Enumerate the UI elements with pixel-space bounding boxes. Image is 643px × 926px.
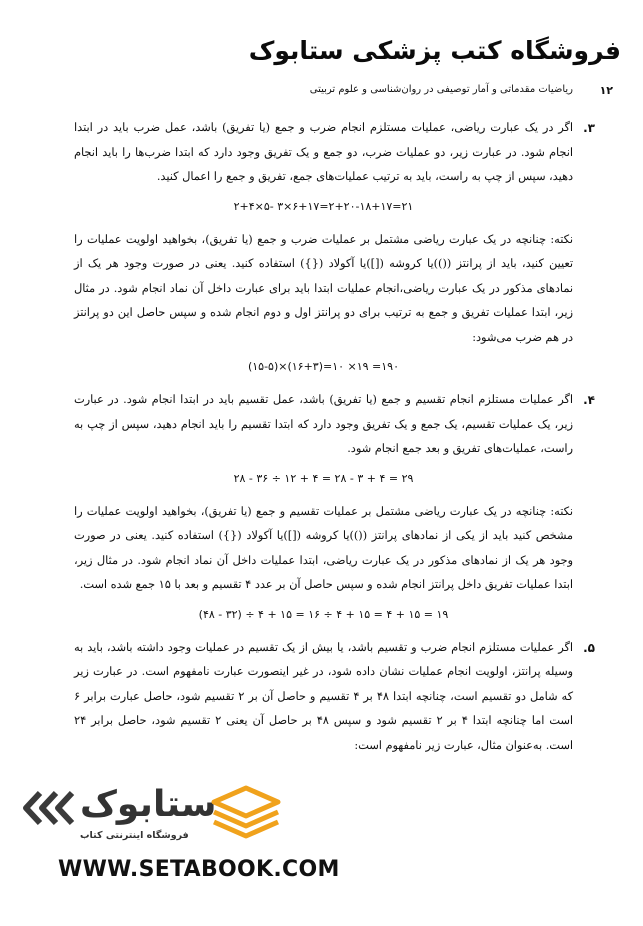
note-paragraph: نکته: چنانچه در یک عبارت ریاضی مشتمل بر عملیات تقسیم و جمع (یا تفریق)، بخواهید اولویت عملیات را مشخص کنید باید از یکی از نمادهای پرانتز (())یا کروشه ([])یا آکولاد ({}) استفاده کنید. یعنی در صورت وجود هر یک از نمادهای مذکور در یک عبارت ریاضی، ابتدا عملیات داخل آن نماد انجام شود. در مثال زیر، ابتدا عملیات تفریق داخل پرانتز انجام شده و سپس حاصل آن بر عدد ۴ تقسیم و بعد با ۱۵ جمع شده است. (74, 504, 573, 591)
logo-tagline: فروشگاه اینترنتی کتاب (80, 830, 189, 841)
list-item-5 (74, 636, 595, 759)
logo-wordmark: ستابوک (80, 784, 217, 825)
store-title: فروشگاه کتب پزشکی ستابوک (248, 36, 621, 65)
formula: ۲۸ - ۳۶ ÷ ۱۲ + ۴ = ۲۸ - ۳ + ۴ = ۲۹ (233, 471, 414, 485)
website-url: WWW.SETABOOK.COM (58, 857, 340, 882)
page-number: ۱۲ (599, 84, 613, 97)
item-number: ۵. (583, 640, 595, 655)
note-paragraph: نکته: چنانچه در یک عبارت ریاضی مشتمل بر عملیات ضرب و جمع (یا تفریق)، بخواهید اولویت عملیات را تعیین کنید، باید از پرانتز (())یا کروشه ([])یا آکولاد ({}) استفاده کنید. یعنی در صورت وجود هر یک از نمادهای مذکور در یک عبارت ریاضی،انجام عملیات ابتدا باید برای عبارت داخل آن نماد انجام شود. در مثال زیر، ابتدا عملیات تفریق و جمع به ترتیب برای دو پرانتز اول و دوم انجام شده و سپس حاصل این دو پرانتز در هم ضرب می‌شود: (74, 232, 573, 344)
book-box-icon (210, 784, 282, 842)
item-text: اگر عملیات مستلزم انجام ضرب و تقسیم باشد، یا بیش از یک تقسیم در عملیات وجود داشته باشد، باید به وسیله پرانتز، اولویت انجام عملیات نشان داده شود، در غیر اینصورت عبارت نامفهوم است. در عبارت زیر که شامل دو تقسیم است، چنانچه ابتدا ۴۸ بر ۴ تقسیم و حاصل آن بر ۲ تقسیم شود، حاصل عبارت برابر ۶ است اما چنانچه ابتدا ۴ بر ۲ تقسیم شود و سپس ۴۸ بر حاصل آن یعنی ۲ تقسیم شود، حاصل برابر ۲۴ است. به‌عنوان مثال، عبارت زیر نامفهوم است: (74, 640, 573, 752)
list-item-3 (74, 116, 595, 190)
formula: (۱۵-۵)×(۱۶+۳)=۱۰ ×۱۹ =۱۹۰ (247, 360, 400, 373)
chevrons-icon (18, 790, 76, 826)
running-title: ریاضیات مقدماتی و آمار توصیفی در روان‌شناسی و علوم تربیتی (309, 84, 573, 95)
item-number: ۴. (583, 393, 595, 407)
item-number: ۳. (583, 121, 595, 135)
formula: ۲+۴×۵- ۳×۶+۱۷=۲+۲۰-۱۸+۱۷=۲۱ (233, 199, 414, 213)
page-body (74, 116, 595, 758)
running-header (60, 84, 613, 100)
formula: (۴۸ - ۳۲) ÷ ۴ + ۱۵ = ۱۶ ÷ ۴ + ۱۵ = ۴ + ۱۵ = ۱۹ (198, 607, 449, 621)
list-item-4 (74, 388, 595, 462)
item-text: اگر عملیات مستلزم انجام تقسیم و جمع (یا تفریق) باشد، عمل تقسیم باید در ابتدا انجام شود. در عبارت زیر، یک عملیات تقسیم، یک جمع و یک تفریق وجود دارد که ابتدا تقسیم را باید انجام دهید، سپس از چپ به راست، عملیات‌های تفریق و بعد جمع انجام شود. (74, 393, 573, 455)
watermark-logo (18, 784, 318, 846)
item-text: اگر در یک عبارت ریاضی، عملیات مستلزم انجام ضرب و جمع (یا تفریق) باشد، عمل ضرب باید در ابتدا انجام شود. در عبارت زیر، دو عملیات ضرب، دو جمع و یک تفریق وجود دارد که ابتدا ضرب‌ها را باید انجام دهید، سپس از چپ به راست، باید به ترتیب عملیات‌های جمع، تفریق و جمع را اعمال کنید. (74, 121, 573, 183)
